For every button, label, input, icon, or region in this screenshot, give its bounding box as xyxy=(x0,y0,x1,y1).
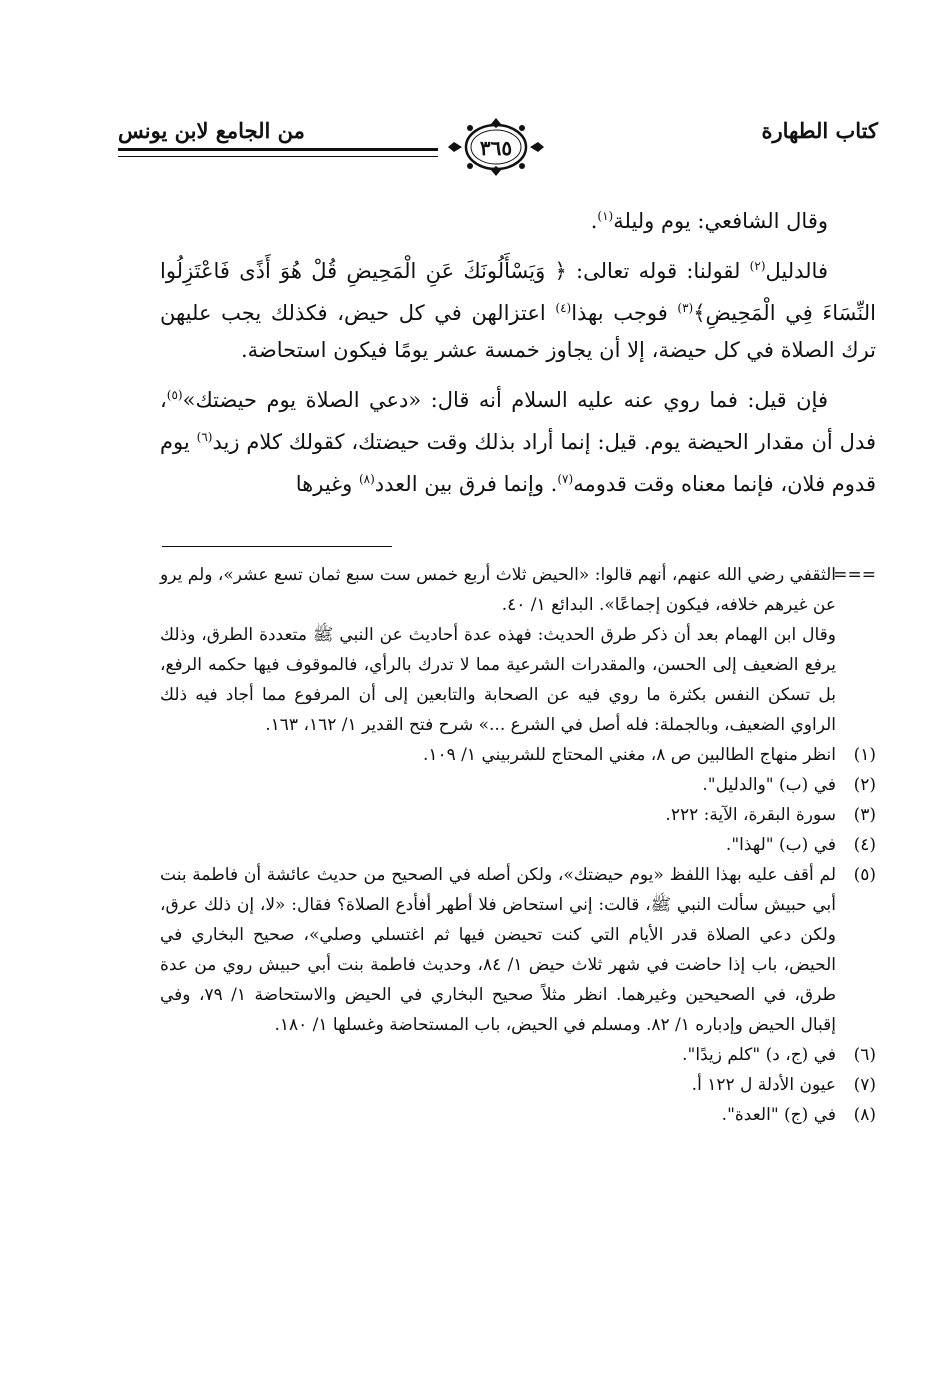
header-rule xyxy=(118,156,436,157)
footnote-text: وقال ابن الهمام بعد أن ذكر طرق الحديث: فهذه عدة أحاديث عن النبي ﷺ متعددة الطرق، وذلك يرفع الضعيف إلى الحسن، والمقدرات الشرعية مما لا تدرك بالرأي، فالموقوف فيها حكمه الرفع، بل تسكن النفس بكثرة ما روي فيه عن الصحابة والتابعين إلى أن المرفوع مما أجاد فيه ذلك الراوي الضعيف، وبالجملة: فله أصل في الشرع ...» شرح فتح القدير ١/ ١٦٢، ١٦٣. xyxy=(160,625,836,735)
footnote-text: لم أقف عليه بهذا اللفظ «يوم حيضتك»، ولكن أصله في الصحيح من حديث عائشة أن فاطمة بنت أبي حبيش سألت النبي ﷺ، قالت: إني استحاض فلا أطهر أفأدع الصلاة؟ فقال: «لا، إن ذلك عرق، ولكن دعي الصلاة قدر الأيام التي كنت تحيضن فيها ثم اغتسلي وصلي»، صحيح البخاري في الحيض، باب إذا حاضت في شهر ثلاث حيض ١/ ٨٤، وحديث فاطمة بنت أبي حبيش روي من عدة طرق، في الصحيحين وغيرهما. انظر مثلاً صحيح البخاري في الحيض والاستحاضة ١/ ٧٩، وفي إقبال الحيض وإدباره ١/ ٨٢. ومسلم في الحيض، باب المستحاضة وغسلها ١/ ١٨٠. xyxy=(160,865,836,1035)
footnote-separator xyxy=(162,546,392,547)
footnote-continuation xyxy=(160,620,876,740)
text-run: . xyxy=(590,209,598,233)
text-run: فوجب بهذا xyxy=(571,301,678,325)
footnote-mark: (٨) xyxy=(853,1105,876,1125)
footnote-list xyxy=(160,740,876,1130)
text-run: فإن قيل: فما روي عنه عليه السلام أنه قال: «دعي الصلاة يوم حيضتك» xyxy=(182,388,828,412)
footnote-text: في (ب) "والدليل". xyxy=(702,775,836,795)
footnote-item xyxy=(160,1070,876,1100)
footnote-text: في (ج) "العدة". xyxy=(721,1105,836,1125)
footnote-text: عيون الأدلة ل ١٢٢ أ. xyxy=(691,1075,836,1095)
book-title: من الجامع لابن يونس xyxy=(118,118,305,143)
paragraph xyxy=(160,198,876,240)
footnote-ref: (٣) xyxy=(677,301,694,315)
text-run: وقال الشافعي: يوم وليلة xyxy=(613,209,828,233)
footnote-mark: (٧) xyxy=(853,1075,876,1095)
text-run: اعتزالهن في كل حيض، فكذلك يجب عليهن ترك الصلاة في كل حيضة، إلا أن يجاوز خمسة عشر يومًا فيكون استحاضة. xyxy=(160,301,876,362)
footnote-item xyxy=(160,1100,876,1130)
chapter-title: كتاب الطهارة xyxy=(761,118,878,143)
text-run: وغيرها xyxy=(295,472,359,496)
footnote-ref: (١) xyxy=(597,209,614,223)
footnote-mark: (٦) xyxy=(853,1045,876,1065)
footnote-item xyxy=(160,860,876,1040)
footnote-item xyxy=(160,830,876,860)
header-rule xyxy=(118,148,436,151)
footnote-text: في (ب) "لهذا". xyxy=(725,835,836,855)
footnote-text: الثقفي رضي الله عنهم، أنهم قالوا: «الحيض ثلاث أربع خمس ست سبع ثمان تسع عشر»، ولم يرو عن غيرهم خلافه، فيكون إجماعًا». البدائع ١/ ٤٠. xyxy=(160,565,836,615)
footnote-mark: (٤) xyxy=(853,835,876,855)
footnote-continuation xyxy=(160,560,876,620)
text-run: . وإنما فرق بين العدد xyxy=(374,472,558,496)
paragraph xyxy=(160,377,876,503)
footnote-mark: (١) xyxy=(853,745,876,765)
footnote-text: في (ج، د) "كلم زيدًا". xyxy=(682,1045,836,1065)
footnote-mark: (٢) xyxy=(853,775,876,795)
footnote-item xyxy=(160,1040,876,1070)
text-run: ، فدل أن مقدار الحيضة يوم. قيل: إنما أراد بذلك وقت حيضتك، كقولك كلام زيد xyxy=(160,388,877,454)
footnote-item xyxy=(160,740,876,770)
page-number: ٣٦٥ xyxy=(479,136,513,160)
text-run: فالدليل xyxy=(765,259,828,283)
main-text xyxy=(160,198,876,511)
footnote-ref: (٦) xyxy=(196,430,213,444)
footnote-mark: (٣) xyxy=(853,805,876,825)
footnote-item xyxy=(160,800,876,830)
footnotes xyxy=(160,560,876,1130)
page-header xyxy=(118,112,878,192)
footnote-ref: (٨) xyxy=(358,472,375,486)
footnote-item xyxy=(160,770,876,800)
footnote-ref: (٧) xyxy=(557,472,574,486)
footnote-ref: (٢) xyxy=(749,259,766,273)
text-run: يوم قدوم فلان، فإنما معناه وقت قدومه xyxy=(160,430,876,496)
paragraph xyxy=(160,248,876,369)
page-number-badge xyxy=(446,116,546,178)
quran-quote: لقولنا: قوله تعالى: ﴿ وَيَسْأَلُونَكَ عَنِ الْمَحِيضِ قُلْ هُوَ أَذًى فَاعْتَزِلُوا النِّسَاءَ فِي الْمَحِيضِ﴾ xyxy=(160,259,876,325)
footnote-ref: (٤) xyxy=(555,301,572,315)
footnote-text: سورة البقرة، الآية: ٢٢٢. xyxy=(665,805,836,825)
footnote-ref: (٥) xyxy=(166,388,183,402)
continuation-mark: === xyxy=(833,565,876,585)
footnote-mark: (٥) xyxy=(853,865,876,885)
footnote-text: انظر منهاج الطالبين ص ٨، مغني المحتاج للشربيني ١/ ١٠٩. xyxy=(422,745,836,765)
